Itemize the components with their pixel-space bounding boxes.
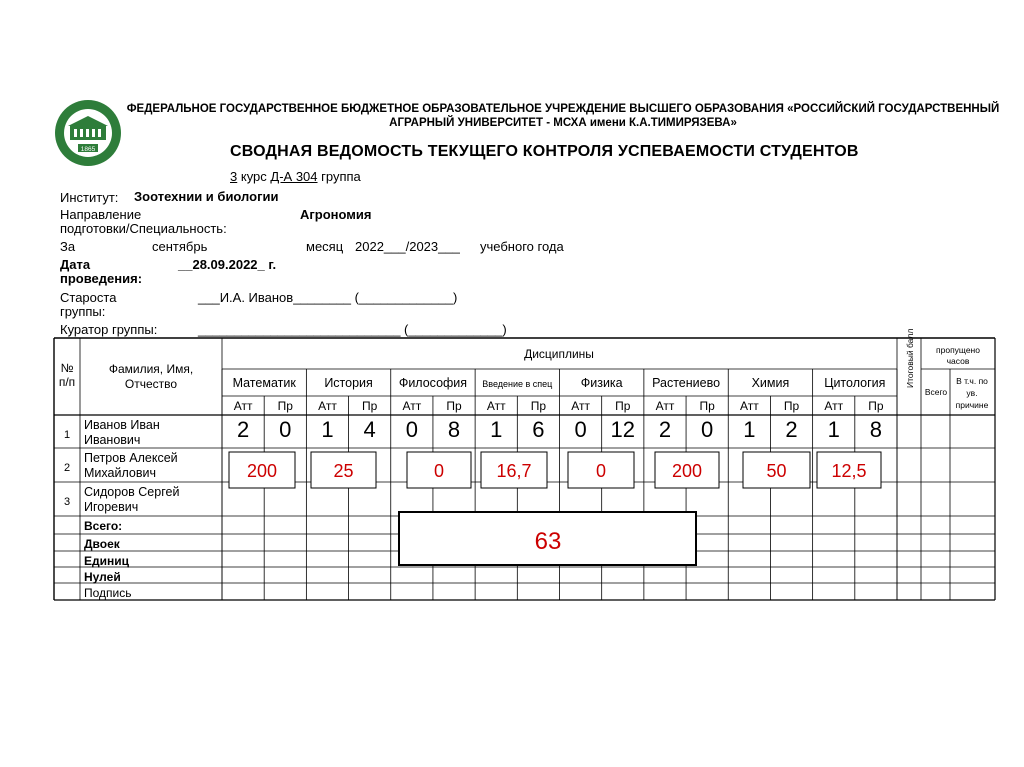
score-value: 2 [236,417,250,442]
curator-label: Куратор группы: [60,322,158,337]
score-value: 0 [701,417,714,442]
discipline-header: Физика [580,376,623,390]
discipline-header: Цитология [824,376,886,390]
percent-value: 0 [433,461,445,481]
score-value: 1 [321,417,334,442]
course-word: курс [240,169,267,184]
student-num: 2 [63,462,71,474]
summary-row-label: Двоек [84,537,120,551]
date-value: __28.09.2022_ г. [178,257,277,272]
score-value: 0 [405,417,418,442]
score-value: 8 [869,417,883,442]
direction-label-1: Направление [60,207,142,222]
period-years: 2022___/2023___ [355,239,460,254]
score-value: 12 [610,417,636,442]
pr-header: Пр [868,399,884,413]
col-name-header: Фамилия, Имя, [108,362,194,376]
att-header: Атт [318,399,337,413]
score-value: 1 [743,417,756,442]
institute-value: Зоотехнии и биологии [134,189,279,204]
att-header: Атт [571,399,590,413]
student-name: Иванов Иван [84,418,160,432]
percent-value: 200 [671,461,703,481]
pr-header: Пр [446,399,462,413]
att-header: Атт [824,399,844,413]
att-header: Атт [486,399,506,413]
summary-value: 63 [534,528,562,555]
student-name: Михайлович [84,466,156,480]
date-label-1: Дата [60,257,91,272]
group-word: группа [321,169,361,184]
att-header: Атт [655,399,675,413]
summary-row-label: Всего: [84,519,123,533]
percent-value: 25 [333,461,354,481]
student-name: Иванович [84,433,141,447]
score-value: 1 [827,417,840,442]
pr-header: Пр [530,399,547,413]
pr-header: Пр [699,399,715,413]
summary-row-label: Подпись [84,586,132,600]
period-month: сентябрь [152,239,208,254]
score-value: 2 [658,417,672,442]
missed-valid-header: причине [955,400,989,410]
direction-value: Агрономия [300,207,372,222]
missed-total-header: Всего [924,387,948,397]
percent-value: 0 [595,461,607,481]
col-name-header: Отчество [124,377,178,391]
score-value: 2 [785,417,798,442]
head-label-2: группы: [60,304,106,319]
score-value: 0 [574,417,587,442]
period-years-suffix: учебного года [480,239,564,254]
missed-hours-header: часов [946,356,970,366]
disciplines-title: Дисциплины [524,347,594,361]
missed-valid-header: В т.ч. по [956,376,988,386]
total-score-header: Итоговый балл [905,328,915,388]
date-label-2: проведения: [60,271,143,286]
institution-line-2: АГРАРНЫЙ УНИВЕРСИТЕТ - МСХА имени К.А.ТИМИРЯЗЕВА» [389,117,737,129]
curator-value: ____________________________ (_____________) [198,322,507,337]
student-num: 1 [63,429,71,441]
course-number: 3 [230,169,238,184]
page-title: СВОДНАЯ ВЕДОМОСТЬ ТЕКУЩЕГО КОНТРОЛЯ УСПЕВАЕМОСТИ СТУДЕНТОВ [230,143,859,160]
percent-value: 50 [766,461,787,481]
att-header: Атт [233,399,253,413]
discipline-header: Философия [398,376,468,390]
head-value: ___И.А. Иванов________ (_____________) [198,290,458,305]
discipline-header: Растениево [652,376,721,390]
logo-year: 1865 [80,146,96,153]
score-value: 1 [490,417,503,442]
discipline-header: Математик [232,376,296,390]
student-name: Игоревич [84,500,139,514]
student-name: Сидоров Сергей [84,485,180,499]
direction-label-2: подготовки/Специальность: [60,221,227,236]
score-value: 8 [447,417,461,442]
head-label-1: Староста [60,290,117,305]
period-label: За [60,239,76,254]
institute-label: Институт: [60,190,119,205]
att-header: Атт [402,399,422,413]
summary-row-label: Единиц [84,554,129,568]
discipline-header: Химия [751,376,790,390]
pr-header: Пр [362,399,378,413]
summary-row-label: Нулей [84,570,121,584]
pr-header: Пр [783,399,800,413]
missed-hours-header: пропущено [936,345,980,355]
discipline-header: Введение в спец [482,379,553,389]
percent-value: 16,7 [496,461,532,481]
percent-value: 12,5 [831,461,867,481]
period-month-word: месяц [306,239,344,254]
col-num-header: п/п [58,375,76,389]
missed-valid-header: ув. [966,388,978,398]
score-value: 6 [532,417,545,442]
student-num: 3 [63,496,71,508]
student-name: Петров Алексей [84,451,178,465]
discipline-header: История [324,376,373,390]
pr-header: Пр [615,399,631,413]
pr-header: Пр [277,399,293,413]
att-header: Атт [739,399,759,413]
score-value: 0 [279,417,292,442]
col-num-header: № [60,361,74,375]
score-value: 4 [363,417,376,442]
group-code: Д-А 304 [270,169,318,184]
percent-value: 200 [246,461,278,481]
institution-line-1: ФЕДЕРАЛЬНОЕ ГОСУДАРСТВЕННОЕ БЮДЖЕТНОЕ ОБРАЗОВАТЕЛЬНОЕ УЧРЕЖДЕНИЕ ВЫСШЕГО ОБРАЗОВАНИЯ «РОССИЙСКИЙ ГОСУДАРСТВЕННЫЙ [126,103,1000,115]
